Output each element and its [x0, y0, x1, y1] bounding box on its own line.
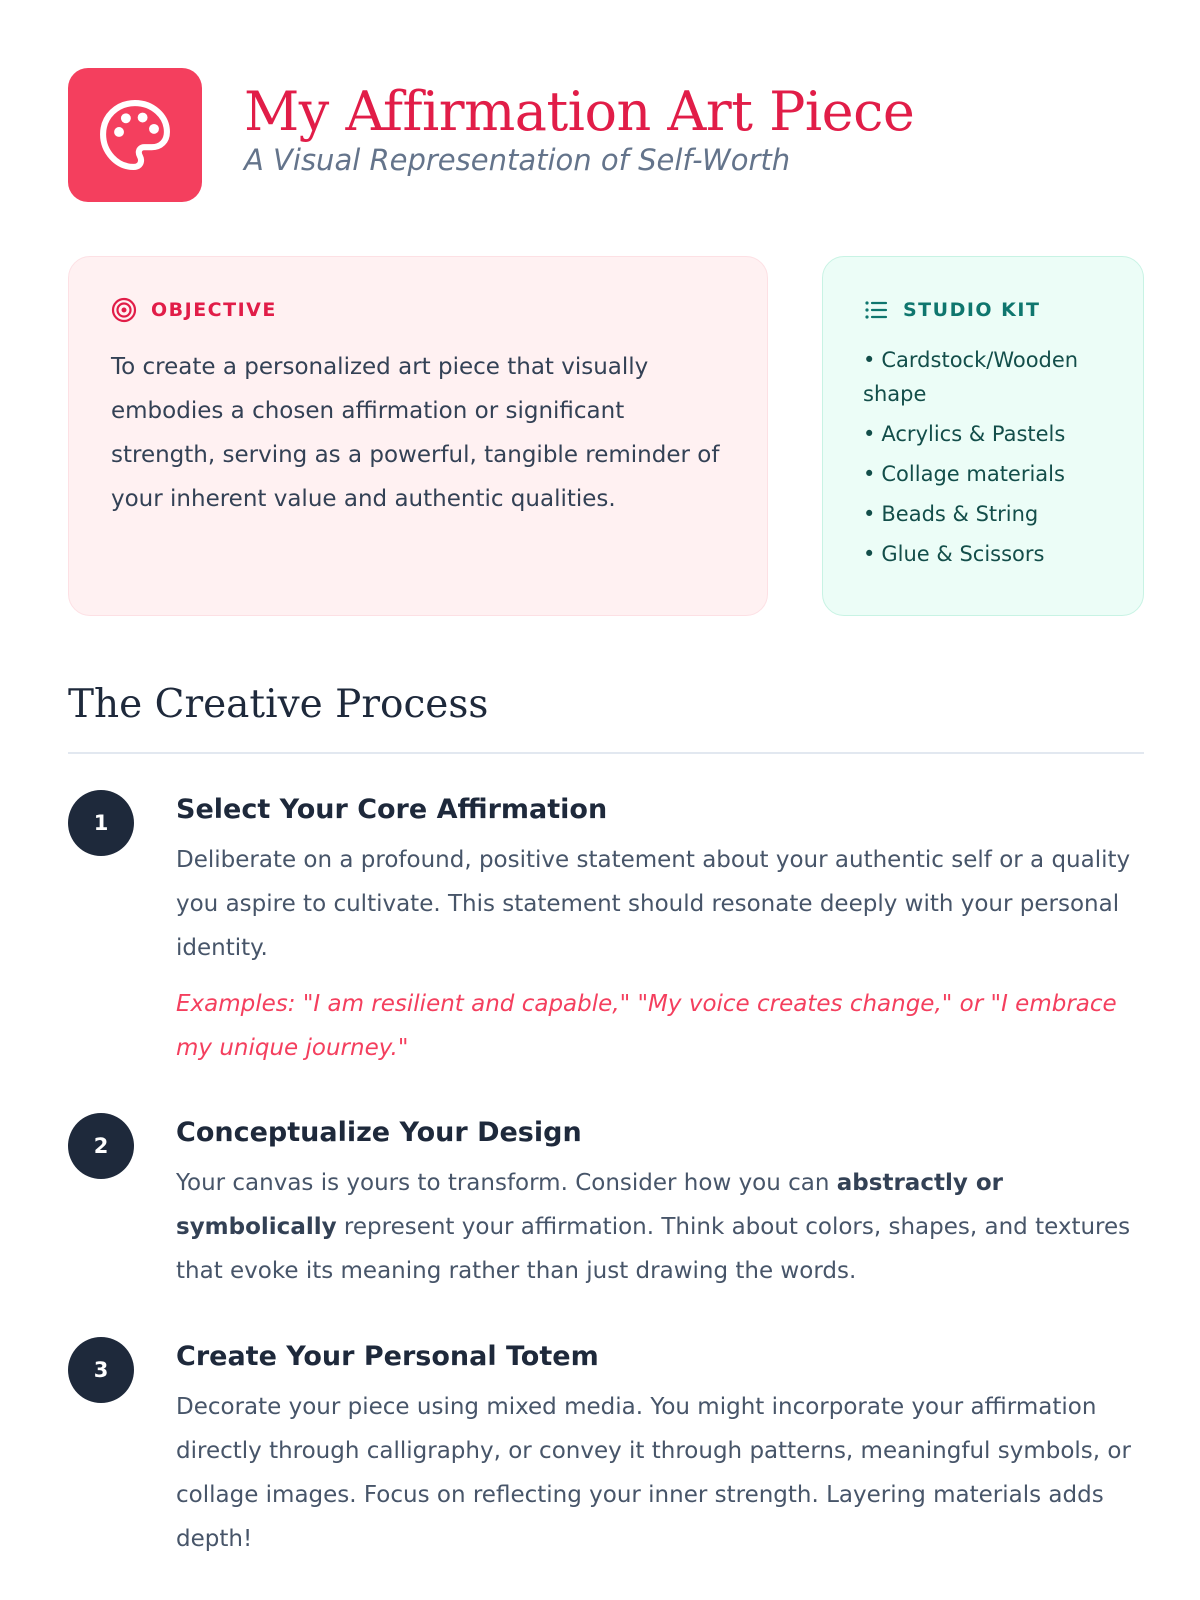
- list-item: • Cardstock/Wooden shape: [863, 348, 1079, 406]
- list-item: • Glue & Scissors: [863, 542, 1045, 566]
- header: [68, 68, 914, 202]
- objective-text: To create a personalized art piece that visually embodies a chosen affirmation or significant strength, serving as a powerful, tangible reminder of your inherent value and authentic qualities.: [111, 354, 720, 512]
- objective-card: [68, 256, 768, 616]
- step-heading: Create Your Personal Totem: [176, 1341, 599, 1372]
- list-item: • Acrylics & Pastels: [863, 422, 1066, 446]
- target-icon: [111, 297, 137, 323]
- step-description: Your canvas is yours to transform. Consider how you can abstractly or symbolically represent your affirmation. Think about colors, shapes, and textures that evoke its meaning rather than just drawing the words.: [176, 1170, 1131, 1284]
- step-number-badge: 2: [68, 1113, 134, 1179]
- page-subtitle: A Visual Representation of Self-Worth: [244, 143, 791, 177]
- palette-icon: [97, 97, 173, 173]
- list-item: • Beads & String: [863, 502, 1039, 526]
- logo: [68, 68, 202, 202]
- step-example: Examples: "I am resilient and capable," "My voice creates change," or "I embrace my unique journey.": [176, 991, 1117, 1061]
- studio-kit-card: [822, 256, 1144, 616]
- step-description: Decorate your piece using mixed media. You might incorporate your affirmation directly through calligraphy, or convey it through patterns, meaningful symbols, or collage images. Focus on reflecting your inner strength. Layering materials adds depth!: [176, 1394, 1131, 1552]
- studio-kit-list: [863, 343, 1103, 571]
- step-description-emphasis: abstractly or symbolically: [176, 1170, 1003, 1240]
- step-number-badge: 1: [68, 790, 134, 856]
- step-heading: Select Your Core Affirmation: [176, 794, 608, 825]
- section-title: The Creative Process: [68, 682, 489, 727]
- step-number-badge: 3: [68, 1337, 134, 1403]
- page-title: My Affirmation Art Piece: [244, 80, 915, 143]
- list-item: • Collage materials: [863, 462, 1065, 486]
- step-description: Deliberate on a profound, positive statement about your authentic self or a quality you aspire to cultivate. This statement should resonate deeply with your personal identity.: [176, 847, 1131, 961]
- list-icon: [863, 297, 889, 323]
- divider: [68, 752, 1144, 754]
- objective-label: OBJECTIVE: [151, 299, 277, 321]
- step-heading: Conceptualize Your Design: [176, 1117, 582, 1148]
- studio-kit-label: STUDIO KIT: [903, 299, 1041, 321]
